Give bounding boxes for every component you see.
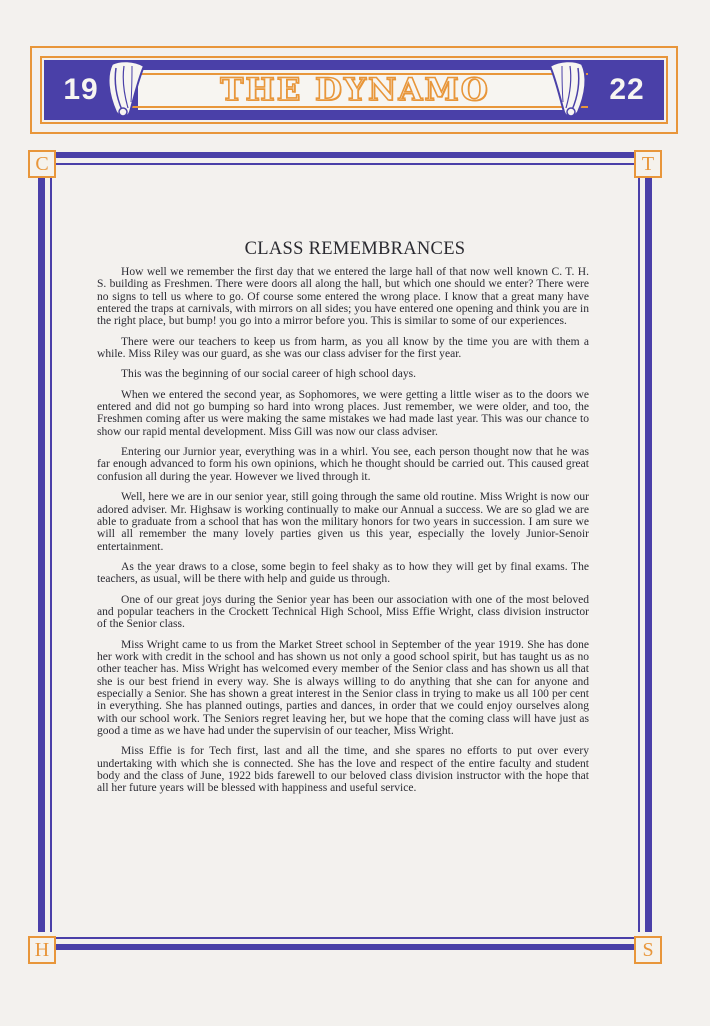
frame-bottom-rule xyxy=(56,937,634,939)
paragraph: One of our great joys during the Senior year has been our association with one of the most beloved and popular teachers in the Crockett Technical High School, Miss Effie Wright, class division instructor of the Senior class. xyxy=(97,593,589,631)
frame-top-bar xyxy=(56,152,634,158)
corner-letter-top-left: C xyxy=(28,150,56,178)
article-heading: CLASS REMEMBRANCES xyxy=(244,239,466,259)
frame-left-rule xyxy=(50,176,52,932)
paragraph: How well we remember the first day that we entered the large hall of that now well known C. T. H. S. building as Freshmen. There were doors all along the hall, but which one should we enter? There were no signs to tell us where to go. Of course some entered the wrong place. I know that a great many have entered the traps at carnivals, with mirrors on all sides; you have entered one opening and think you are in the right place, but bump! you go into a mirror before you. This is similar to some of our experiences. xyxy=(97,266,589,328)
frame-left-bar xyxy=(38,176,45,932)
corner-letter-top-right: T xyxy=(634,150,662,178)
year-right: 22 xyxy=(609,73,645,106)
frame-right-bar xyxy=(645,176,652,932)
year-left: 19 xyxy=(63,73,99,106)
article-body xyxy=(97,266,589,803)
corner-letter-bottom-left: H xyxy=(28,936,56,964)
frame-right-rule xyxy=(638,176,640,932)
paragraph: Well, here we are in our senior year, still going through the same old routine. Miss Wright is now our adored adviser. Mr. Highsaw is working continually to make our Annual a success. We are so glad we are able to graduate from a school that has won the military honors for two years in succession. I am sure we will all remember the many lovely parties given us this year, especially the lovely Junior-Senoir entertainment. xyxy=(97,491,589,553)
paragraph: Entering our Jurnior year, everything was in a whirl. You see, each person thought now that he was far enough advanced to form his own opinions, which he thought should be carried out. This caused great confusion all during the year. However we lived through it. xyxy=(97,446,589,483)
frame-top-rule xyxy=(56,163,634,165)
corner-letter-bottom-right: S xyxy=(634,936,662,964)
publication-title: THE DYNAMO xyxy=(220,72,490,108)
paragraph: There were our teachers to keep us from harm, as you all know by the time you are with them a while. Miss Riley was our guard, as she was our class adviser for the first year. xyxy=(97,335,589,361)
frame-bottom-bar xyxy=(56,944,634,950)
paragraph: As the year draws to a close, some begin to feel shaky as to how they will get by final exams. The teachers, as usual, will be there with help and guide us through. xyxy=(97,560,589,586)
paragraph: When we entered the second year, as Sophomores, we were getting a little wiser as to the doors we entered and did not go bumping so hard into wrong places. Just remember, we were older, and too, the Freshmen coming after us were making the same mistakes we had made last year. This was our chance to show our rapid mental development. Miss Gill was now our class adviser. xyxy=(97,388,589,438)
scroll-ornament-left-icon xyxy=(104,58,148,120)
paragraph: Miss Effie is for Tech first, last and all the time, and she spares no efforts to put over every undertaking with which she is connected. She has the love and respect of the entire faculty and student body and the class of June, 1922 bids farewell to our beloved class division instructor with the hope that all her future years will be blessed with happiness and useful service. xyxy=(97,745,589,795)
paragraph: This was the beginning of our social career of high school days. xyxy=(121,368,417,381)
scroll-ornament-right-icon xyxy=(546,58,590,120)
paragraph: Miss Wright came to us from the Market Street school in September of the year 1919. She has done her work with credit in the school and has shown us not only a good school spirit, but has taught us as no other teacher has. Miss Wright has welcomed every member of the Senior class and has shown us all that she is our best friend in every way. She is always willing to do anything that she can for anyone and especially a Senior. She has shown a great interest in the Senior class in trying to make us all 100 per cent in everything. She has planned outings, parties and dances, in order that we could enjoy ourselves along with our school work. The Seniors regret leaving her, but we hope that the coming class will have just as good a time as we have had under the supervisin of our teacher, Miss Wright. xyxy=(97,638,589,737)
